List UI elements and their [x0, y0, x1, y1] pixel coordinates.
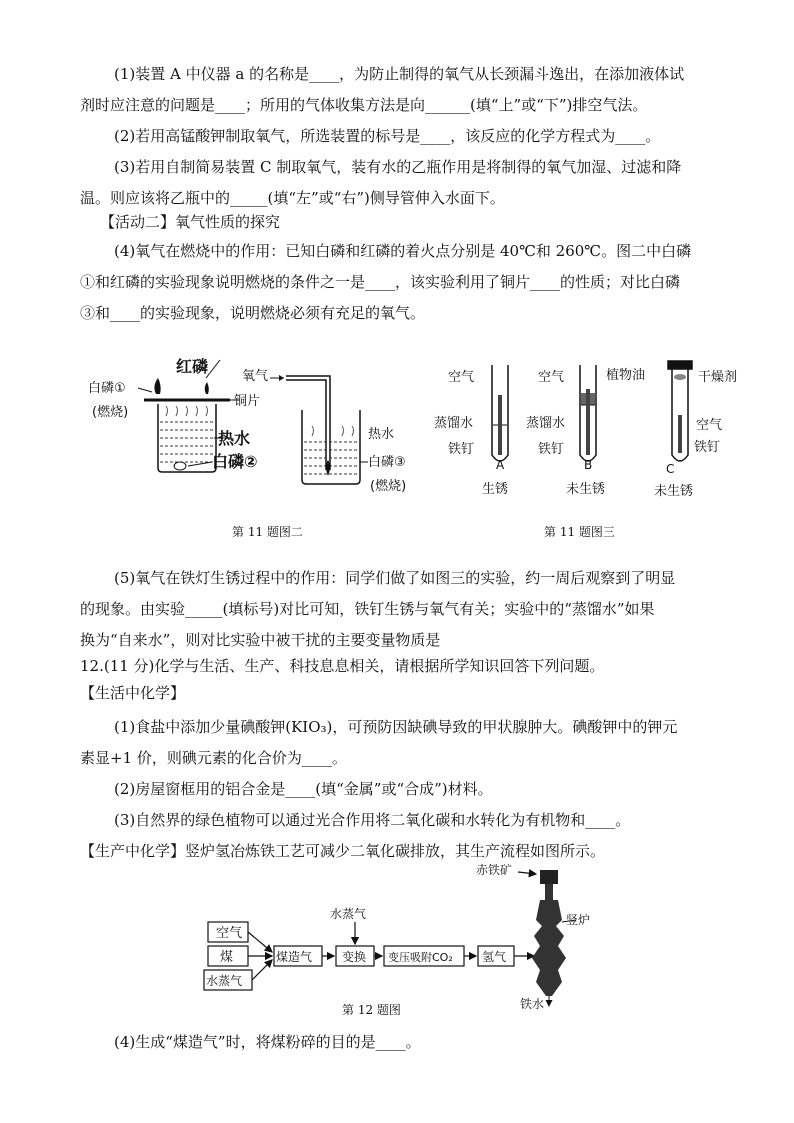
label-plant-oil-b: 植物油: [606, 368, 646, 383]
activity-two-heading: 【活动二】氧气性质的探究: [100, 213, 281, 231]
q12-text-1a: (1)食盐中添加少量碘酸钾(KIO₃)，可预防因缺碘导致的甲状腺肿大。碘酸钾中的钾元: [114, 718, 678, 736]
q12-text-2: (2)房屋窗框用的铝合金是____(填“金属”或“合成”)材料。: [114, 780, 493, 798]
q12-production-heading: 【生产中化学】竖炉氢冶炼铁工艺可减少二氧化碳排放，其生产流程如图所示。: [80, 842, 606, 860]
q12-text-4: (4)生成“煤造气”时，将煤粉碎的目的是____。: [114, 1033, 421, 1051]
label-tube-b: B: [584, 458, 593, 472]
label-air-c: 空气: [696, 418, 723, 433]
label-desiccant: 干燥剂: [698, 370, 738, 385]
flow-label-shift: 变换: [342, 950, 367, 964]
q11-text-2: (2)若用高锰酸钾制取氧气，所选装置的标号是____，该反应的化学方程式为____。: [114, 127, 661, 145]
shaft-furnace: [532, 870, 566, 1006]
label-result-c: 未生锈: [654, 484, 694, 499]
flow-label-hematite: 赤铁矿: [476, 863, 513, 877]
label-white-phosphorus-2: 白磷②: [212, 452, 258, 471]
q11-text-5b: 的现象。由实验_____(填标号)对比可知，铁钉生锈与氧气有关；实验中的“蒸馏水”如果: [80, 600, 655, 618]
q11-text-4c: ③和____的实验现象，说明燃烧必须有充足的氧气。: [80, 304, 426, 322]
label-air-b: 空气: [538, 370, 565, 385]
q11-text-3a: (3)若用自制简易装置 C 制取氧气，装有水的乙瓶作用是将制得的氧气加湿、过滤和降: [114, 158, 682, 176]
label-red-phosphorus: 红磷: [176, 357, 209, 376]
figure-2-caption: 第 11 题图二: [232, 525, 303, 539]
flame-red-phosphorus: [205, 382, 209, 394]
flame-white-phosphorus: [154, 378, 160, 394]
q12-heading: 12.(11 分)化学与生活、生产、科技息息相关，请根据所学知识回答下列问题。: [80, 657, 605, 675]
q11-text-4b: ①和红磷的实验现象说明燃烧的条件之一是____，该实验利用了铜片____的性质；对比白磷: [80, 273, 681, 291]
flow-label-steam-in: 水蒸气: [330, 907, 367, 921]
label-burning-1: (燃烧): [92, 405, 129, 420]
label-result-b: 未生锈: [566, 482, 606, 497]
q12-text-3: (3)自然界的绿色植物可以通过光合作用将二氧化碳和水转化为有机物和____。: [114, 811, 631, 829]
label-copper-sheet: 铜片: [234, 394, 261, 409]
q11-text-5a: (5)氧气在铁灯生锈过程中的作用：同学们做了如图三的实验，约一周后观察到了明显: [114, 569, 676, 587]
figure-12-caption: 第 12 题图: [342, 1003, 401, 1017]
label-distilled-water-b: 蒸馏水: [526, 416, 566, 431]
label-nail-b: 铁钉: [538, 442, 565, 457]
figure-3-caption: 第 11 题图三: [544, 525, 615, 539]
figure-12-flowchart: [200, 862, 600, 1012]
beaker-2: [286, 376, 360, 484]
label-hot-water-2: 热水: [368, 427, 395, 442]
q11-text-1b: 剂时应注意的问题是____；所用的气体收集方法是向______(填“上”或“下”)排空气法。: [80, 96, 648, 114]
label-hot-water-1: 热水: [218, 429, 251, 448]
label-tube-a: A: [496, 458, 505, 472]
life-chemistry-heading: 【生活中化学】: [80, 684, 186, 702]
flow-label-hydrogen: 氢气: [482, 950, 507, 964]
q11-text-3b: 温。则应该将乙瓶中的_____(填“左”或“右”)侧导管伸入水面下。: [80, 189, 505, 207]
label-white-phosphorus-3: 白磷③: [368, 455, 406, 470]
q11-text-5c: 换为“自来水”，则对比实验中被干扰的主要变量物质是: [80, 631, 441, 649]
label-air-a: 空气: [448, 370, 475, 385]
q12-text-1b: 素显+1 价，则碘元素的化合价为____。: [80, 749, 347, 767]
flow-label-coal: 煤: [220, 950, 234, 965]
q11-text-4a: (4)氧气在燃烧中的作用：已知白磷和红磷的着火点分别是 40℃和 260℃。图二中白磷: [114, 242, 692, 260]
label-white-phosphorus-1: 白磷①: [88, 381, 126, 396]
flow-label-molten-iron: 铁水: [520, 997, 545, 1011]
flow-label-psa: 变压吸附CO₂: [388, 951, 453, 964]
flow-label-coal-gas: 煤造气: [276, 950, 313, 964]
label-burning-3: (燃烧): [370, 479, 407, 494]
label-distilled-water-a: 蒸馏水: [434, 416, 474, 431]
label-result-a: 生锈: [482, 482, 509, 497]
flow-label-steam: 水蒸气: [206, 974, 243, 988]
flow-label-air: 空气: [216, 926, 243, 941]
label-oxygen: 氧气: [242, 369, 269, 384]
q11-text-1a: (1)装置 A 中仪器 a 的名称是____，为防止制得的氧气从长颈漏斗逸出，在添加液体试: [114, 65, 685, 83]
label-nail-a: 铁钉: [448, 442, 475, 457]
label-nail-c: 铁钉: [694, 440, 721, 455]
flow-label-furnace: 竖炉: [566, 913, 591, 927]
figure-3-rusting: [434, 355, 780, 515]
figure-2-combustion: [80, 350, 440, 510]
label-tube-c: C: [666, 462, 675, 476]
